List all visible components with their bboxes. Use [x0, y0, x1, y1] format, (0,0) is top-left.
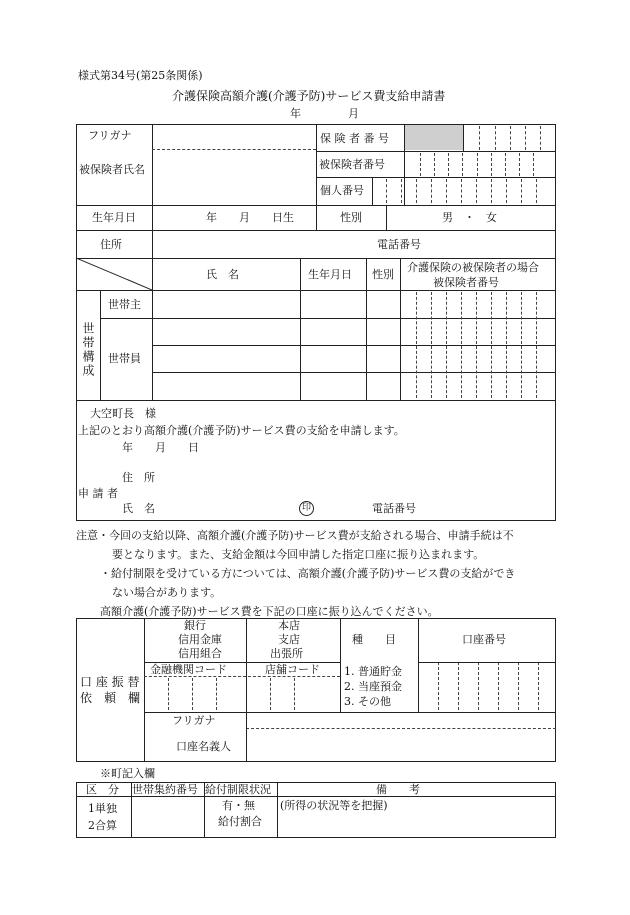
form-number: 様式第34号(第25条関係)	[78, 69, 203, 82]
office-biko-note: (所得の状況等を把握)	[280, 799, 388, 812]
sex-label: 性別	[340, 211, 362, 224]
office-kyufu-2[interactable]: 給付割合	[218, 815, 262, 828]
bank-type-bank[interactable]: 銀行	[184, 619, 206, 632]
form-title: 介護保険高額介護(介護予防)サービス費支給申請書	[172, 89, 446, 103]
branch-code-label: 店舗コード	[265, 663, 320, 676]
insured-name-field[interactable]	[153, 151, 315, 204]
furigana-label: フリガナ	[88, 129, 132, 142]
office-use-title: ※町記入欄	[100, 767, 155, 780]
dob-value[interactable]: 年 月 日生	[206, 211, 294, 224]
bank-type-shinkin[interactable]: 信用金庫	[178, 633, 222, 646]
office-kubun-2[interactable]: 2合算	[88, 819, 117, 832]
addressee: 大空町長 様	[90, 407, 156, 420]
application-date[interactable]: 年 月 日	[122, 441, 199, 454]
office-col-setai: 世帯集約番号	[132, 783, 198, 796]
office-col-biko: 備 考	[376, 783, 420, 796]
office-kubun-1[interactable]: 1単独	[88, 802, 117, 815]
note-line-4: ない場合があります。	[112, 586, 222, 599]
applicant-label: 申 請 者	[78, 487, 118, 500]
branch-type-honten[interactable]: 本店	[278, 619, 300, 632]
applicant-phone-label: 電話番号	[372, 502, 416, 515]
institution-code-label: 金融機関コード	[150, 663, 227, 676]
note-line-1: 注意・今回の支給以降、高額介護(介護予防)サービス費が支給される場合、申請手続は不	[76, 529, 514, 542]
dob-label: 生年月日	[92, 211, 136, 224]
transfer-request: 高額介護(介護予防)サービス費を下記の口座に振り込んでください。	[100, 605, 439, 618]
insurer-number-label: 保 険 者 番 号	[320, 132, 389, 145]
household-group-label: 世帯構成	[81, 322, 95, 378]
personal-number-label: 個人番号	[320, 184, 364, 197]
branch-type-shiten[interactable]: 支店	[278, 633, 300, 646]
household-member-label: 世帯員	[108, 352, 141, 365]
bank-section-label-2: 依 頼 欄	[80, 691, 141, 705]
header-year[interactable]: 年	[290, 107, 301, 120]
household-head-label: 世帯主	[108, 298, 141, 311]
office-col-kubun: 区 分	[86, 783, 119, 796]
application-statement: 上記のとおり高額介護(介護予防)サービス費の支給を申請します。	[78, 424, 405, 437]
seal-mark: 印	[299, 501, 314, 516]
address-label: 住所	[100, 238, 122, 251]
household-col-insured-2: 被保険者番号	[433, 276, 499, 289]
bank-type-kumiai[interactable]: 信用組合	[178, 647, 222, 660]
sex-value[interactable]: 男 ・ 女	[442, 211, 497, 224]
account-number-label: 口座番号	[462, 633, 506, 646]
diagonal-line	[76, 258, 152, 290]
insured-number-label: 被保険者番号	[319, 158, 385, 171]
phone-label: 電話番号	[377, 238, 421, 251]
account-type-option-1[interactable]: 1. 普通貯金	[344, 665, 402, 678]
household-col-insured-1: 介護保険の被保険者の場合	[407, 261, 539, 274]
insured-name-label: 被保険者氏名	[79, 163, 145, 176]
office-kyufu-1[interactable]: 有・無	[222, 799, 255, 812]
office-col-kyufu: 給付制限状況	[205, 783, 271, 796]
branch-type-shucchojo[interactable]: 出張所	[270, 647, 303, 660]
header-month[interactable]: 月	[348, 107, 359, 120]
household-col-sex: 性別	[372, 268, 394, 281]
account-holder-label: 口座名義人	[176, 740, 231, 753]
account-type-option-2[interactable]: 2. 当座預金	[344, 680, 402, 693]
applicant-name-label: 氏 名	[122, 502, 155, 515]
applicant-address-label: 住 所	[122, 471, 155, 484]
holder-furigana-label: フリガナ	[172, 714, 216, 727]
account-type-option-3[interactable]: 3. その他	[344, 695, 391, 708]
note-line-2: 要となります。また、支給金額は今回申請した指定口座に振り込まれます。	[112, 548, 485, 561]
note-line-3: ・給付制限を受けている方については、高額介護(介護予防)サービス費の支給ができ	[100, 567, 516, 580]
address-field[interactable]	[153, 231, 371, 257]
insurer-number-shaded	[405, 125, 463, 150]
furigana-field[interactable]	[153, 125, 315, 148]
household-col-dob: 生年月日	[308, 268, 352, 281]
bank-section-label-1: 口 座 振 替	[80, 675, 140, 689]
household-col-name: 氏 名	[206, 268, 239, 281]
account-type-label: 種 目	[352, 633, 396, 646]
